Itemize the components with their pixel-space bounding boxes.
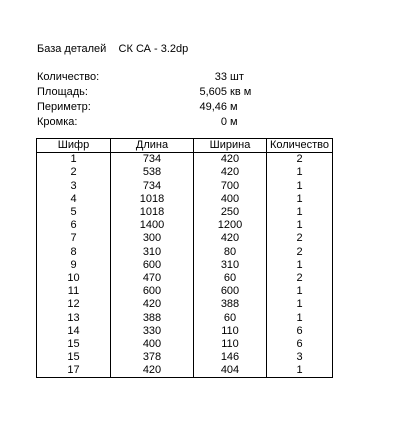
cell-width: 60 [194,311,267,324]
stat-value: 5,605 [199,86,227,98]
cell-length: 1018 [111,193,194,206]
table-row [37,153,333,167]
document-title: База деталей СК СА - 3.2dp [37,43,189,55]
cell-code: 12 [37,298,111,311]
cell-length: 388 [111,311,194,324]
cell-code: 6 [37,219,111,232]
cell-length: 734 [111,180,194,193]
cell-width: 420 [194,153,267,167]
cell-quantity: 1 [267,180,333,193]
cell-quantity: 2 [267,272,333,285]
column-header-length: Длина [111,139,194,153]
cell-length: 1400 [111,219,194,232]
cell-length: 300 [111,232,194,245]
parts-table [36,138,333,378]
stat-quantity [37,71,257,86]
cell-length: 420 [111,298,194,311]
table-row [37,246,333,259]
cell-quantity: 1 [267,364,333,378]
cell-quantity: 6 [267,338,333,351]
cell-quantity: 1 [267,285,333,298]
table-row [37,232,333,245]
cell-width: 388 [194,298,267,311]
table-row [37,206,333,219]
column-header-width: Ширина [194,139,267,153]
table-header-row [37,139,333,153]
cell-length: 1018 [111,206,194,219]
cell-width: 80 [194,246,267,259]
cell-code: 8 [37,246,111,259]
cell-code: 9 [37,259,111,272]
cell-code: 17 [37,364,111,378]
table-row [37,298,333,311]
cell-quantity: 2 [267,232,333,245]
column-header-quantity: Количество [267,139,333,153]
cell-width: 146 [194,351,267,364]
cell-width: 404 [194,364,267,378]
stat-unit: шт [230,71,244,83]
cell-width: 1200 [194,219,267,232]
cell-length: 600 [111,285,194,298]
cell-length: 310 [111,246,194,259]
cell-code: 2 [37,166,111,179]
cell-width: 110 [194,338,267,351]
table-row [37,285,333,298]
cell-code: 1 [37,153,111,167]
stat-value: 49,46 [199,101,227,113]
table-row [37,166,333,179]
cell-width: 310 [194,259,267,272]
table-row [37,180,333,193]
table-row [37,351,333,364]
stat-edge [37,116,257,131]
cell-length: 420 [111,364,194,378]
cell-quantity: 2 [267,153,333,167]
cell-width: 700 [194,180,267,193]
summary-stats [37,71,257,131]
stat-unit: кв м [230,86,252,98]
cell-code: 7 [37,232,111,245]
cell-code: 11 [37,285,111,298]
cell-quantity: 1 [267,311,333,324]
cell-code: 15 [37,351,111,364]
cell-width: 110 [194,325,267,338]
table-row [37,338,333,351]
cell-code: 3 [37,180,111,193]
cell-length: 378 [111,351,194,364]
cell-quantity: 2 [267,246,333,259]
cell-length: 538 [111,166,194,179]
cell-code: 13 [37,311,111,324]
stat-label: Количество: [37,71,100,83]
cell-length: 400 [111,338,194,351]
table-row [37,193,333,206]
cell-quantity: 1 [267,166,333,179]
cell-quantity: 1 [267,219,333,232]
cell-width: 400 [194,193,267,206]
stat-perimeter [37,101,257,116]
cell-quantity: 6 [267,325,333,338]
table-body [37,153,333,378]
table-row [37,272,333,285]
stat-value: 0 [220,116,227,128]
cell-code: 4 [37,193,111,206]
cell-width: 420 [194,232,267,245]
cell-width: 600 [194,285,267,298]
cell-length: 734 [111,153,194,167]
table-row [37,364,333,378]
stat-unit: м [230,116,238,128]
stat-label: Площадь: [37,86,88,98]
table-row [37,311,333,324]
stat-label: Кромка: [37,116,78,128]
stat-area [37,86,257,101]
table-row [37,219,333,232]
cell-width: 60 [194,272,267,285]
cell-quantity: 1 [267,206,333,219]
cell-code: 10 [37,272,111,285]
cell-length: 600 [111,259,194,272]
cell-code: 14 [37,325,111,338]
cell-quantity: 1 [267,259,333,272]
cell-width: 250 [194,206,267,219]
stat-label: Периметр: [37,101,91,113]
cell-code: 5 [37,206,111,219]
column-header-code: Шифр [37,139,111,153]
stat-unit: м [230,101,238,113]
cell-quantity: 3 [267,351,333,364]
cell-length: 330 [111,325,194,338]
cell-quantity: 1 [267,298,333,311]
table-row [37,259,333,272]
table-row [37,325,333,338]
cell-length: 470 [111,272,194,285]
cell-width: 420 [194,166,267,179]
stat-value: 33 [214,71,227,83]
cell-quantity: 1 [267,193,333,206]
cell-code: 15 [37,338,111,351]
